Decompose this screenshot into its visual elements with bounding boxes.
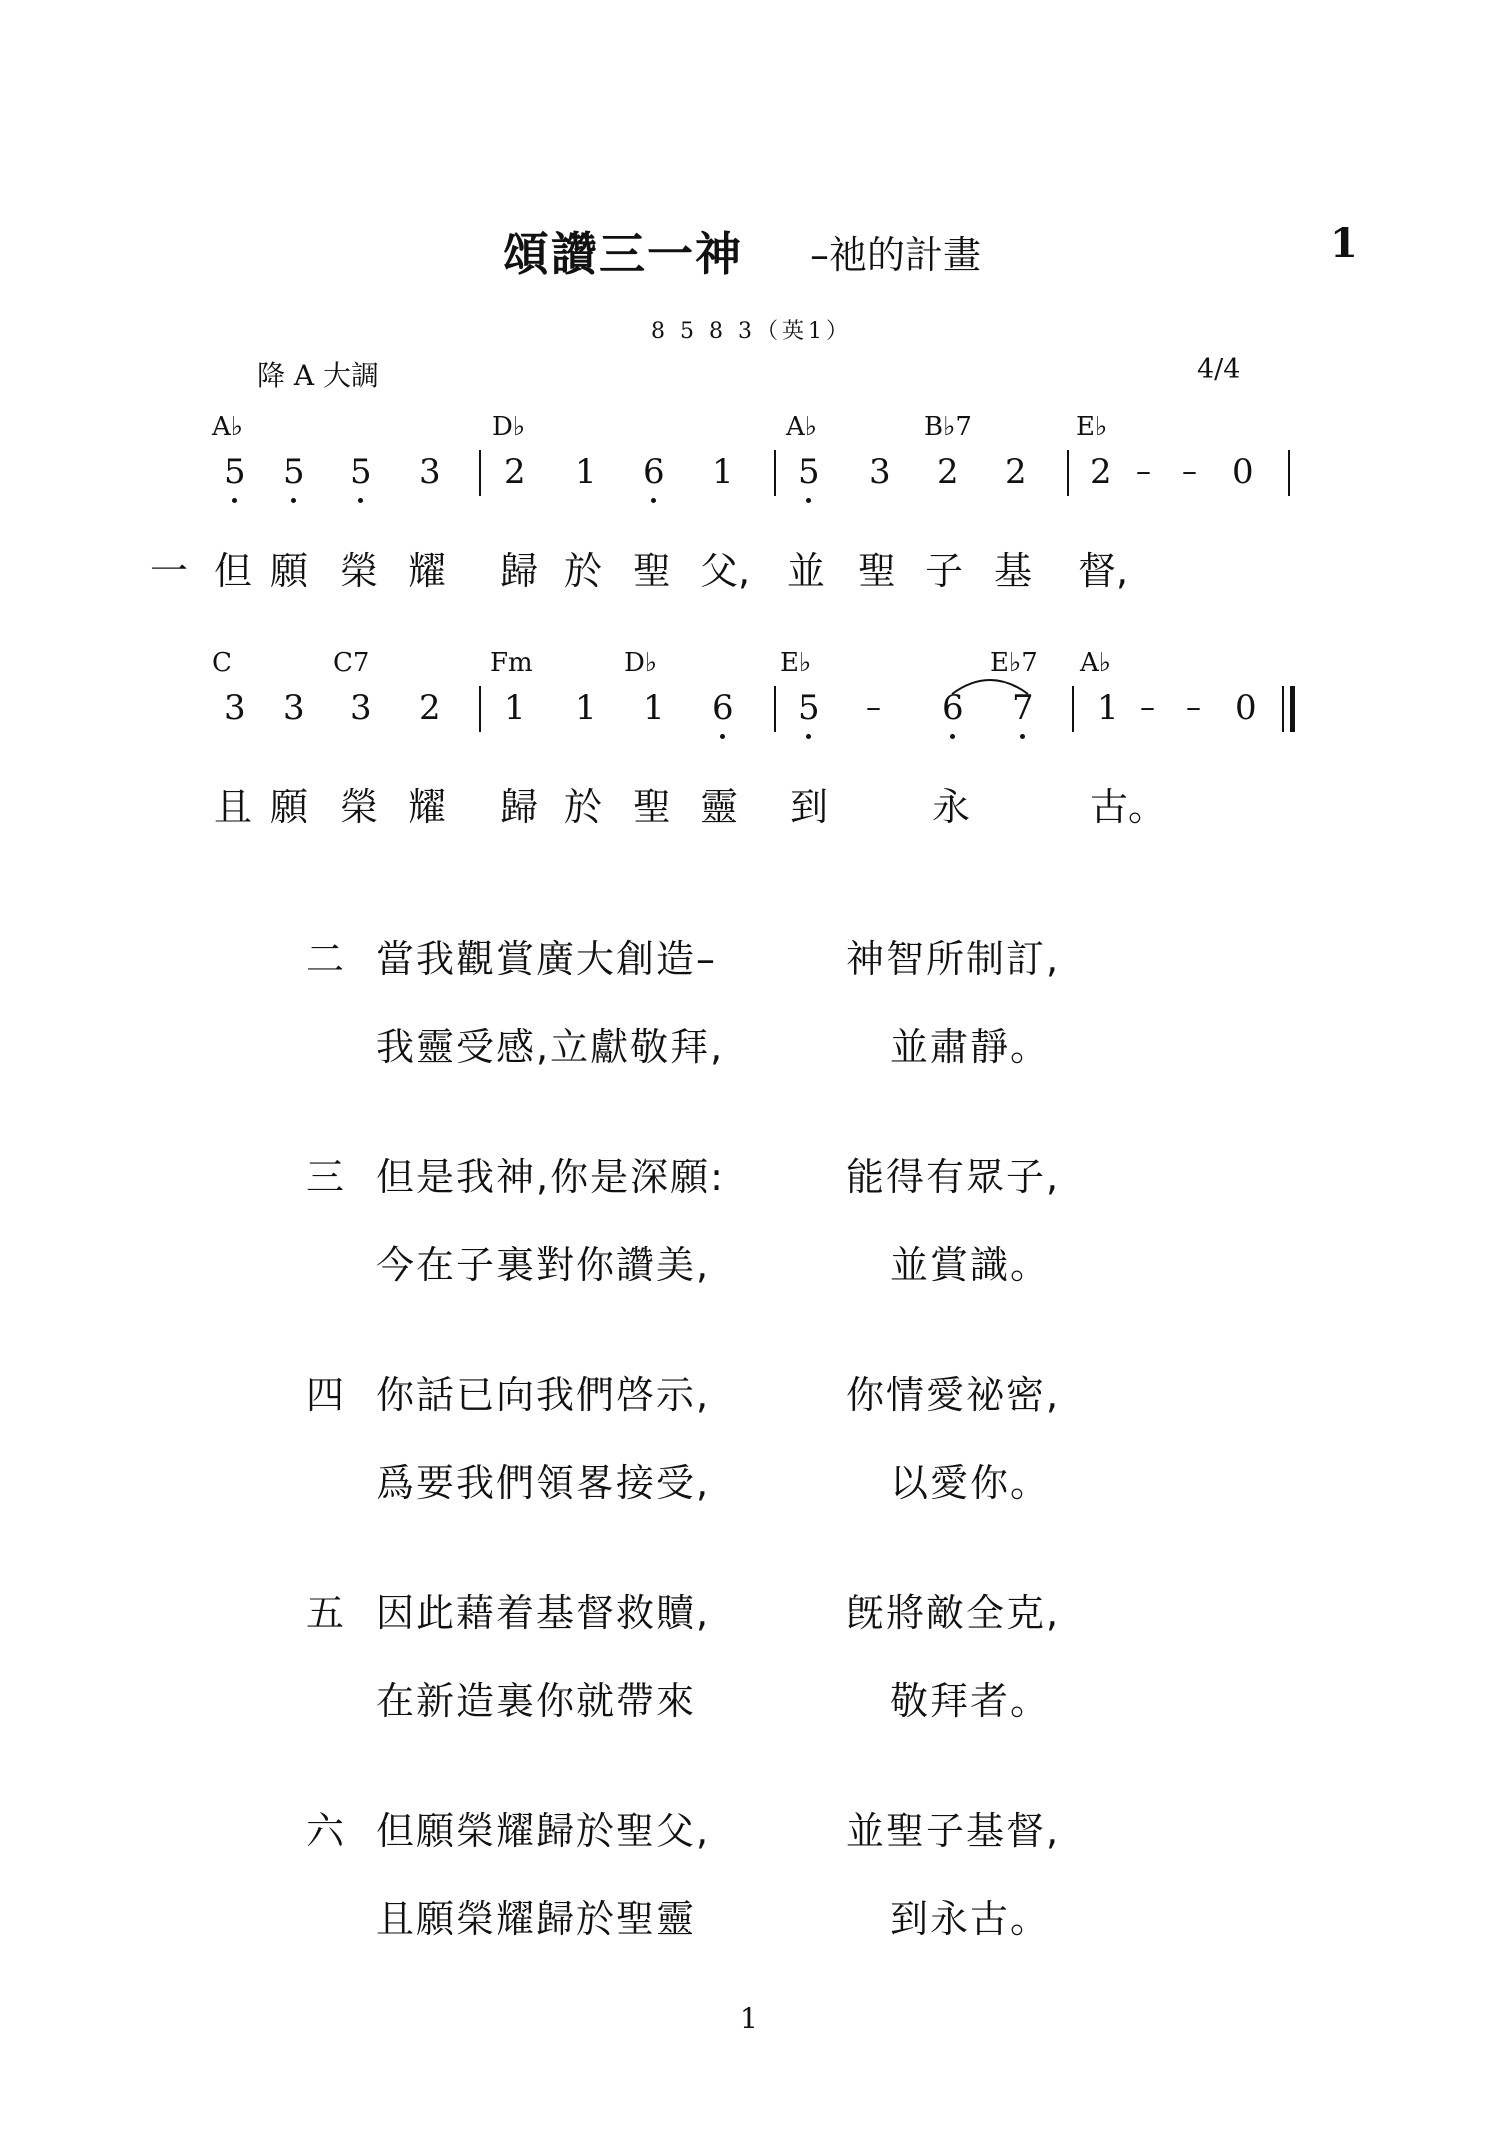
verse-number: 五: [306, 1591, 345, 1635]
lyric: 歸: [500, 549, 539, 593]
bar-line: [479, 686, 481, 732]
note: 0: [1232, 452, 1254, 492]
note: 3: [283, 688, 305, 728]
octave-dot: [358, 498, 363, 503]
lyric: 榮: [340, 549, 379, 593]
dash-note: –: [866, 690, 881, 725]
verse-line: 但願榮耀歸於聖父,: [376, 1809, 711, 1853]
note: 5: [350, 452, 372, 492]
lyric: 並: [787, 549, 826, 593]
verse-number: 六: [306, 1809, 345, 1853]
lyric: 古。: [1090, 785, 1167, 829]
verse-line: 今在子裏對你讚美,: [376, 1243, 711, 1287]
lyric: 聖: [633, 549, 672, 593]
chord: E♭: [780, 648, 812, 678]
chord: D♭: [624, 648, 658, 678]
octave-dot: [950, 734, 955, 739]
octave-dot: [806, 498, 811, 503]
verse-line: 爲要我們領畧接受,: [376, 1461, 711, 1505]
bar-line: [1067, 450, 1069, 496]
octave-dot: [1020, 734, 1025, 739]
lyric: 聖: [858, 549, 897, 593]
verse-line: 以愛你。: [890, 1461, 1051, 1505]
bar-line: [479, 450, 481, 496]
note: 5: [798, 688, 820, 728]
lyric: 於: [564, 785, 603, 829]
lyric: 到: [790, 785, 829, 829]
time-signature: 4/4: [1197, 354, 1241, 385]
note: 2: [504, 452, 526, 492]
chord: A♭: [212, 412, 244, 442]
note: 2: [419, 688, 441, 728]
note: 5: [224, 452, 246, 492]
lyric: 於: [564, 549, 603, 593]
lyric: 子: [925, 549, 964, 593]
lyric: 父,: [700, 549, 751, 593]
note: 1: [1097, 688, 1119, 728]
chord: E♭: [1076, 412, 1108, 442]
dash-note: –: [1182, 454, 1197, 489]
note: 1: [643, 688, 665, 728]
verse-number: 四: [306, 1373, 345, 1417]
lyric: 聖: [633, 785, 672, 829]
note: 3: [350, 688, 372, 728]
verse-number: 三: [306, 1155, 345, 1199]
verse-line: 在新造裏你就帶來: [376, 1679, 697, 1723]
final-bar-thin: [1282, 686, 1284, 732]
verse-line: 到永古。: [890, 1897, 1051, 1941]
note: 5: [798, 452, 820, 492]
verse-line: 但是我神,你是深願:: [376, 1155, 725, 1199]
chord: C7: [333, 648, 370, 678]
note: 1: [504, 688, 526, 728]
note: 0: [1235, 688, 1257, 728]
bar-line: [774, 686, 776, 732]
lyric: 靈: [700, 785, 739, 829]
note: 2: [1005, 452, 1027, 492]
lyric: 但: [214, 549, 253, 593]
lyric: 耀: [408, 549, 447, 593]
verse-mark: 一: [150, 549, 189, 593]
octave-dot: [720, 734, 725, 739]
verse-line: 能得有眾子,: [846, 1155, 1061, 1199]
octave-dot: [651, 498, 656, 503]
bar-line: [774, 450, 776, 496]
chord: D♭: [492, 412, 526, 442]
note: 3: [869, 452, 891, 492]
note: 7: [1012, 688, 1034, 728]
note: 6: [942, 688, 964, 728]
hymn-title: 頌讚三一神: [503, 227, 743, 281]
verse-line: 並肅靜。: [890, 1025, 1051, 1069]
final-bar-thick: [1290, 686, 1295, 732]
lyric: 耀: [408, 785, 447, 829]
meter: 8 5 8 3（英1）: [651, 319, 852, 344]
note: 6: [643, 452, 665, 492]
dash-note: –: [1186, 690, 1201, 725]
lyric: 願: [270, 785, 309, 829]
note: 2: [937, 452, 959, 492]
lyric: 榮: [340, 785, 379, 829]
verse-line: 並賞識。: [890, 1243, 1051, 1287]
verse-line: 並聖子基督,: [846, 1809, 1061, 1853]
verse-line: 我靈受感,立獻敬拜,: [376, 1025, 725, 1069]
octave-dot: [291, 498, 296, 503]
key-signature: 降 A 大調: [257, 359, 380, 392]
note: 1: [712, 452, 734, 492]
octave-dot: [232, 498, 237, 503]
note: 2: [1090, 452, 1112, 492]
chord: Fm: [490, 648, 533, 678]
dash-note: –: [1140, 690, 1155, 725]
hymn-number: 1: [1330, 220, 1358, 267]
note: 5: [283, 452, 305, 492]
note: 3: [419, 452, 441, 492]
note: 6: [712, 688, 734, 728]
octave-dot: [806, 734, 811, 739]
note: 1: [575, 688, 597, 728]
verse-number: 二: [306, 937, 345, 981]
bar-line: [1072, 686, 1074, 732]
verse-line: 你情愛祕密,: [846, 1373, 1061, 1417]
chord: A♭: [1080, 648, 1112, 678]
lyric: 基: [994, 549, 1033, 593]
chord: C: [212, 648, 232, 678]
lyric: 永: [932, 785, 971, 829]
verse-line: 當我觀賞廣大創造–: [376, 937, 718, 981]
hymn-subtitle: –祂的計畫: [810, 233, 982, 277]
lyric: 且: [214, 785, 253, 829]
note: 1: [575, 452, 597, 492]
page-number: 1: [740, 2002, 758, 2035]
verse-line: 你話已向我們啓示,: [376, 1373, 711, 1417]
verse-line: 敬拜者。: [890, 1679, 1051, 1723]
lyric: 願: [270, 549, 309, 593]
chord: B♭7: [924, 412, 972, 442]
lyric: 歸: [500, 785, 539, 829]
bar-line: [1288, 450, 1290, 496]
verse-line: 因此藉着基督救贖,: [376, 1591, 711, 1635]
chord: A♭: [786, 412, 818, 442]
chord: E♭7: [990, 648, 1038, 678]
verse-line: 且願榮耀歸於聖靈: [376, 1897, 697, 1941]
verse-line: 神智所制訂,: [846, 937, 1061, 981]
note: 3: [224, 688, 246, 728]
dash-note: –: [1136, 454, 1151, 489]
verse-line: 旣將敵全克,: [846, 1591, 1061, 1635]
lyric: 督,: [1078, 549, 1129, 593]
